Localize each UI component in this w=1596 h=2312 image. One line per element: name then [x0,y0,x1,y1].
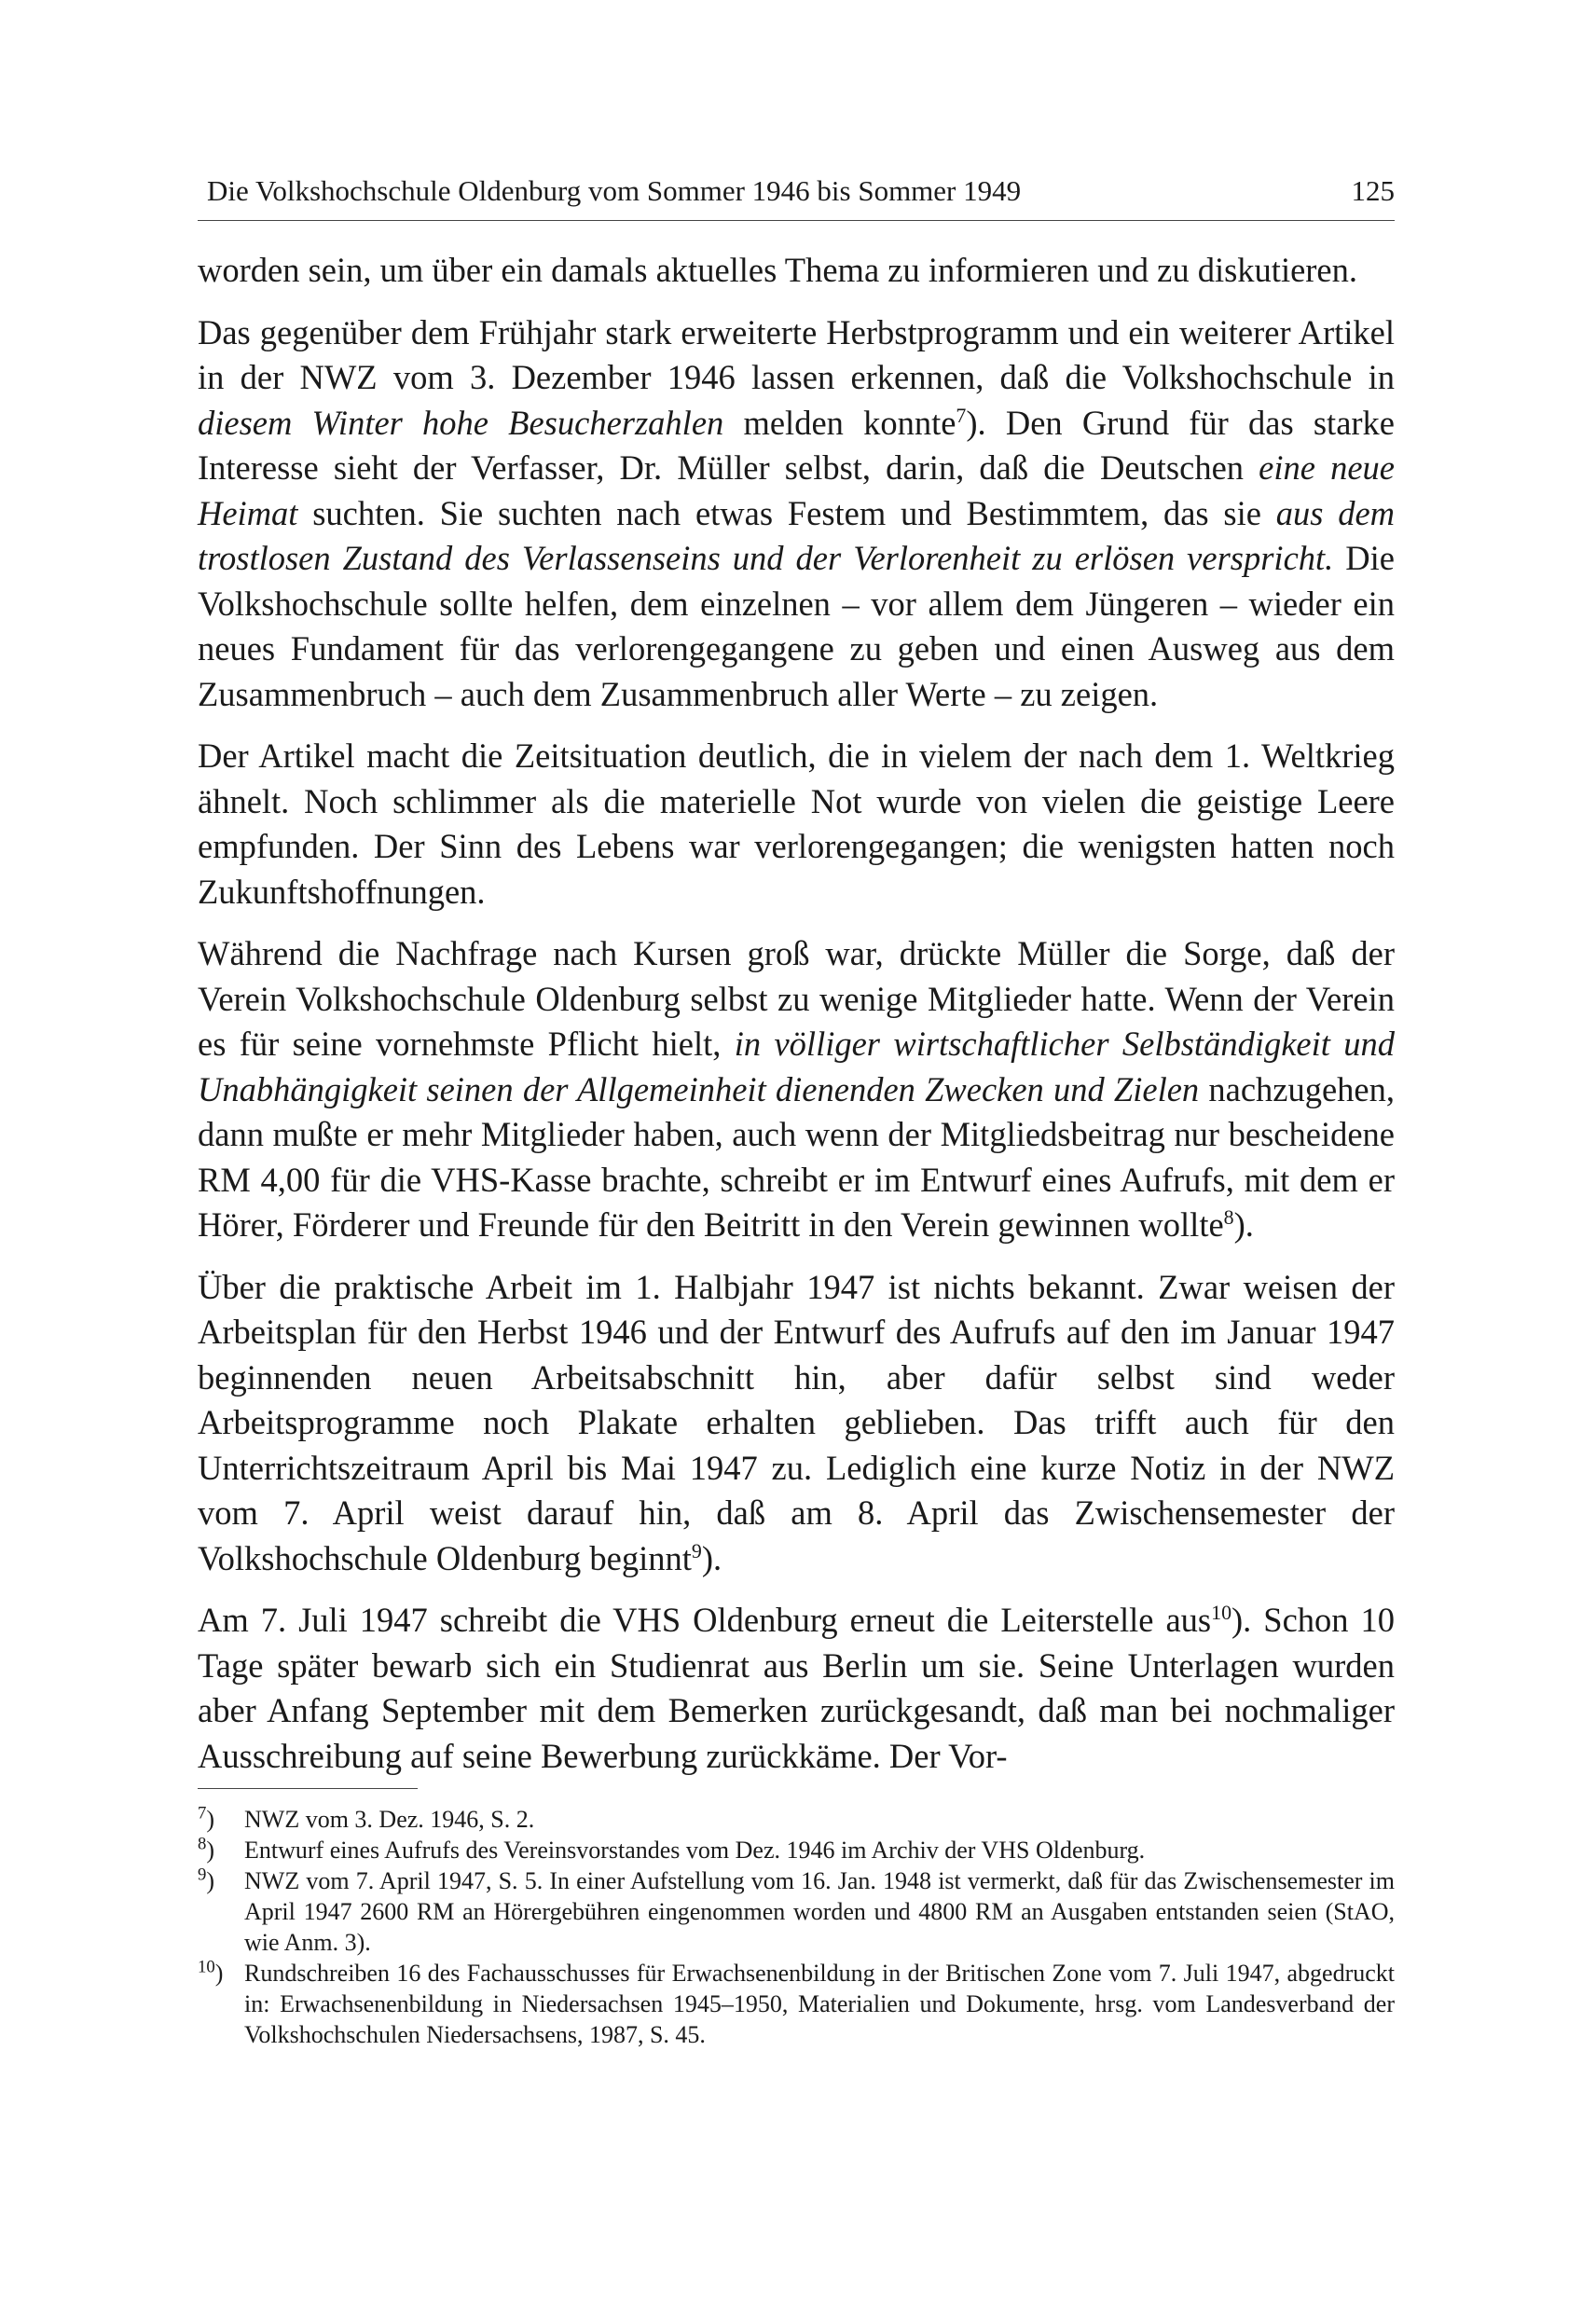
footnote [198,1865,1395,1958]
paragraph [198,1598,1395,1779]
footnote-paren: ) [214,1960,224,1987]
paragraph [198,734,1395,915]
paragraph-text: suchten. Sie suchten nach etwas Festem und Bestimmtem, das sie [297,493,1276,532]
paragraph-text: ). Den Grund für das starke Interesse sieht der Verfasser, Dr. Müller selbst, darin, daß die Deutschen [198,403,1395,487]
emphasis-text: diesem Winter hohe Besucherzahlen [198,403,724,442]
paragraph-text: worden sein, um über ein damals aktuelles Thema zu informieren und zu diskutieren. [198,251,1358,289]
paragraph [198,931,1395,1248]
footnote-number: 8 [198,1834,207,1854]
footnote [198,1835,1395,1865]
footnote-paren: ) [206,1806,215,1833]
paragraph-text: Während die Nachfrage nach Kursen groß war, drückte Müller die Sorge, daß der Verein Volkshochschule Oldenburg selbst zu wenige Mitglieder hatte. Wenn der Verein es für seine vornehmste Pflicht hielt, [198,934,1395,1063]
paragraph-text: melden konnte [723,403,956,442]
footnote-text: NWZ vom 7. April 1947, S. 5. In einer Aufstellung vom 16. Jan. 1948 ist vermerkt, daß für das Zwischensemester im April 1947 2600 RM an Hörergebühren eingenommen worden und 4800 RM an Ausgaben entstanden seien (StAO, wie Anm. 3). [244,1867,1395,1956]
paragraph-text: ). [1233,1205,1254,1244]
paragraph-text: ). Schon 10 Tage später bewarb sich ein Studienrat aus Berlin um sie. Seine Unterlagen wurden aber Anfang September mit dem Bemerken zurückgesandt, daß man bei nochmaliger Ausschreibung auf seine Bewerbung zurückkäme. Der Vor- [198,1601,1395,1775]
emphasis-text: in völliger wirtschaftlicher Selbständigkeit und Unabhängigkeit seinen der Allgemeinheit dienenden Zwecken und Zielen [198,1025,1395,1108]
footnote-text: Rundschreiben 16 des Fachausschusses für Erwachsenenbildung in der Britischen Zone vom 7. Juli 1947, abgedruckt in: Erwachsenenbildung in Niedersachsen 1945–1950, Materialien und Dokumente, hrsg. vom Landesverband der Volkshochschulen Niedersachsens, 1987, S. 45. [244,1960,1395,2048]
footnote-rule [198,1788,418,1789]
footnote-marker [198,1958,239,1989]
paragraph-text: Das gegenüber dem Frühjahr stark erweiterte Herbstprogramm und ein weiterer Artikel in der NWZ vom 3. Dezember 1946 lassen erkennen, daß die Volkshochschule in [198,312,1395,396]
footnote-number: 10 [198,1957,215,1977]
paragraph [198,248,1395,294]
emphasis-text: aus dem trostlosen Zustand des Verlassenseins und der Verlorenheit zu erlösen verspricht. [198,493,1395,577]
paragraph-text: nachzugehen, dann mußte er mehr Mitglieder haben, auch wenn der Mitgliedsbeitrag nur bescheidene RM 4,00 für die VHS-Kasse brachte, schreibt er im Entwurf eines Aufrufs, mit dem er Hörer, Förderer und Freunde für den Beitritt in den Verein gewinnen wollte [198,1069,1395,1244]
paragraph [198,310,1395,718]
footnote [198,1958,1395,2050]
paragraph-text: Am 7. Juli 1947 schreibt die VHS Oldenburg erneut die Leiterstelle aus [198,1601,1212,1639]
footnote-paren: ) [206,1867,215,1894]
footnote-text: NWZ vom 3. Dez. 1946, S. 2. [244,1806,535,1833]
footnote-ref: 9 [691,1538,702,1562]
footnote-paren: ) [206,1837,215,1864]
footnote [198,1804,1395,1835]
footnote-marker [198,1804,239,1835]
footnote-ref: 8 [1223,1204,1234,1229]
footnote-text: Entwurf eines Aufrufs des Vereinsvorstandes vom Dez. 1946 im Archiv der VHS Oldenburg. [244,1837,1146,1864]
paragraph-text: Der Artikel macht die Zeitsituation deutlich, die in vielem der nach dem 1. Weltkrieg ähnelt. Noch schlimmer als die materielle Not wurde von vielen die geistige Leere empfunden. Der Sinn des Lebens war verlorengegangen; die wenigsten hatten noch Zukunftshoffnungen. [198,736,1395,911]
emphasis-text: eine neue Heimat [198,448,1395,532]
footnote-marker [198,1865,239,1896]
running-title: Die Volkshochschule Oldenburg vom Sommer 1946 bis Sommer 1949 [207,174,1022,207]
body-text [198,248,1395,1796]
paragraph-text: Die Volkshochschule sollte helfen, dem einzelnen – vor allem dem Jüngeren – wieder ein neues Fundament für das verlorengegangene zu geben und einen Ausweg aus dem Zusammenbruch – auch dem Zusammenbruch aller Werte – zu zeigen. [198,539,1395,713]
page-number: 125 [1351,174,1395,207]
paragraph [198,1265,1395,1582]
paragraph-text: Über die praktische Arbeit im 1. Halbjahr 1947 ist nichts bekannt. Zwar weisen der Arbeitsplan für den Herbst 1946 und der Entwurf des Aufrufs auf den im Januar 1947 beginnenden neuen Arbeitsabschnitt hin, aber dafür selbst sind weder Arbeitsprogramme noch Plakate erhalten geblieben. Das trifft auch für den Unterrichtszeitraum April bis Mai 1947 zu. Lediglich eine kurze Notiz in der NWZ vom 7. April weist darauf hin, daß am 8. April das Zwischensemester der Volkshochschule Oldenburg beginnt [198,1267,1395,1577]
footnote-number: 7 [198,1803,207,1823]
footnotes [198,1804,1395,2050]
paragraph-text: ). [701,1538,722,1577]
footnote-marker [198,1835,239,1865]
footnote-ref: 7 [956,403,967,427]
footnote-ref: 10 [1211,1600,1232,1624]
running-header [198,168,1395,214]
header-rule [198,220,1395,221]
footnote-number: 9 [198,1865,207,1885]
